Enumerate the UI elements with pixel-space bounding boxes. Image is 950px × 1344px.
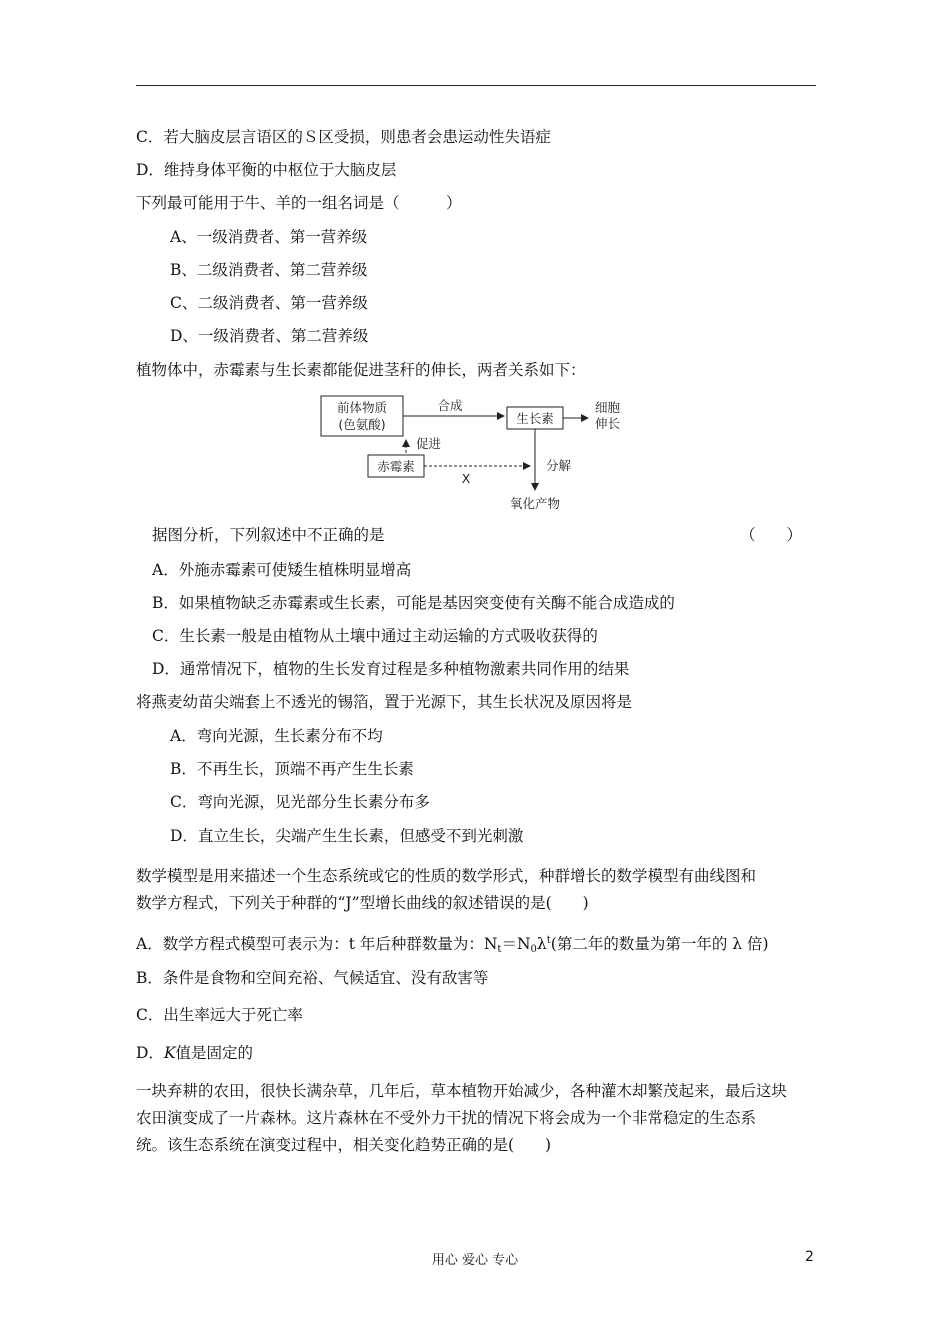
hormone-relationship-diagram xyxy=(318,390,638,515)
footer-motto: 用心 爱心 专心 xyxy=(431,1253,519,1268)
q4-option-b: B．条件是食物和空间充裕、气候适宜、没有敌害等 xyxy=(136,969,489,987)
q2-option-a: A．外施赤霉素可使矮生植株明显增高 xyxy=(152,561,412,579)
q2-option-b: B．如果植物缺乏赤霉素或生长素，可能是基因突变使有关酶不能合成造成的 xyxy=(152,594,675,612)
promote-label: 促进 xyxy=(416,436,442,451)
page-number: 2 xyxy=(805,1249,814,1265)
auxin-label: 生长素 xyxy=(516,411,554,426)
oxidation-label: 氧化产物 xyxy=(509,496,561,511)
q3-option-b: B．不再生长，顶端不再产生生长素 xyxy=(170,760,414,778)
question-hormone: 植物体中，赤霉素与生长素都能促进茎秆的伸长，两者关系如下： xyxy=(136,361,586,379)
synthesis-label: 合成 xyxy=(437,398,463,413)
question-math-model-1: 数学模型是用来描述一个生态系统或它的性质的数学形式，种群增长的数学模型有曲线图和 xyxy=(136,867,757,885)
question-cattle-sheep: 下列最可能用于牛、羊的一组名词是（ ） xyxy=(136,194,462,212)
x-label: X xyxy=(461,471,471,486)
gibberellin-label: 赤霉素 xyxy=(377,459,415,474)
q2-stem: 据图分析，下列叙述中不正确的是 xyxy=(152,526,385,544)
q2-answer-paren: （ ） xyxy=(740,526,803,544)
question-oat-seedling: 将燕麦幼苗尖端套上不透光的锡箔，置于光源下，其生长状况及原因将是 xyxy=(136,693,633,711)
q4-option-c: C．出生率远大于死亡率 xyxy=(136,1006,303,1024)
q3-option-d: D．直立生长，尖端产生生长素，但感受不到光刺激 xyxy=(170,827,524,845)
option-d-line: D．维持身体平衡的中枢位于大脑皮层 xyxy=(136,161,397,179)
precursor-label-1: 前体物质 xyxy=(336,400,388,415)
question-succession-1: 一块弃耕的农田，很快长满杂草，几年后，草本植物开始减少，各种灌木却繁茂起来，最后这块 xyxy=(136,1082,788,1100)
q3-option-c: C．弯向光源，见光部分生长素分布多 xyxy=(170,793,430,811)
q1-option-b: B、二级消费者、第二营养级 xyxy=(170,261,368,279)
q1-option-d: D、一级消费者、第二营养级 xyxy=(170,327,369,345)
question-math-model-2: 数学方程式，下列关于种群的“J”型增长曲线的叙述错误的是( ) xyxy=(136,894,589,912)
question-succession-3: 统。该生态系统在演变过程中，相关变化趋势正确的是( ) xyxy=(136,1136,552,1154)
q4-option-d: D．K值是固定的 xyxy=(136,1044,254,1062)
q2-option-d: D．通常情况下，植物的生长发育过程是多种植物激素共同作用的结果 xyxy=(152,660,630,678)
q1-option-a: A、一级消费者、第一营养级 xyxy=(170,228,368,246)
question-succession-2: 农田演变成了一片森林。这片森林在不受外力干扰的情况下将会成为一个非常稳定的生态系 xyxy=(136,1109,757,1127)
decompose-label: 分解 xyxy=(546,458,572,473)
q1-option-c: C、二级消费者、第一营养级 xyxy=(170,294,368,312)
cell-label-2: 伸长 xyxy=(595,416,621,431)
option-c-line: C．若大脑皮层言语区的Ｓ区受损，则患者会患运动性失语症 xyxy=(136,128,551,146)
q3-option-a: A．弯向光源，生长素分布不均 xyxy=(170,727,383,745)
cell-label-1: 细胞 xyxy=(595,400,621,415)
q2-option-c: C．生长素一般是由植物从土壤中通过主动运输的方式吸收获得的 xyxy=(152,627,598,645)
precursor-label-2: (色氨酸) xyxy=(338,417,386,432)
header-rule xyxy=(136,85,816,86)
q4-option-a: A．数学方程式模型可表示为：t 年后种群数量为：$N_t=N_0\lambda^t$(第二年的数量为第一年的 λ 倍) xyxy=(136,935,769,955)
